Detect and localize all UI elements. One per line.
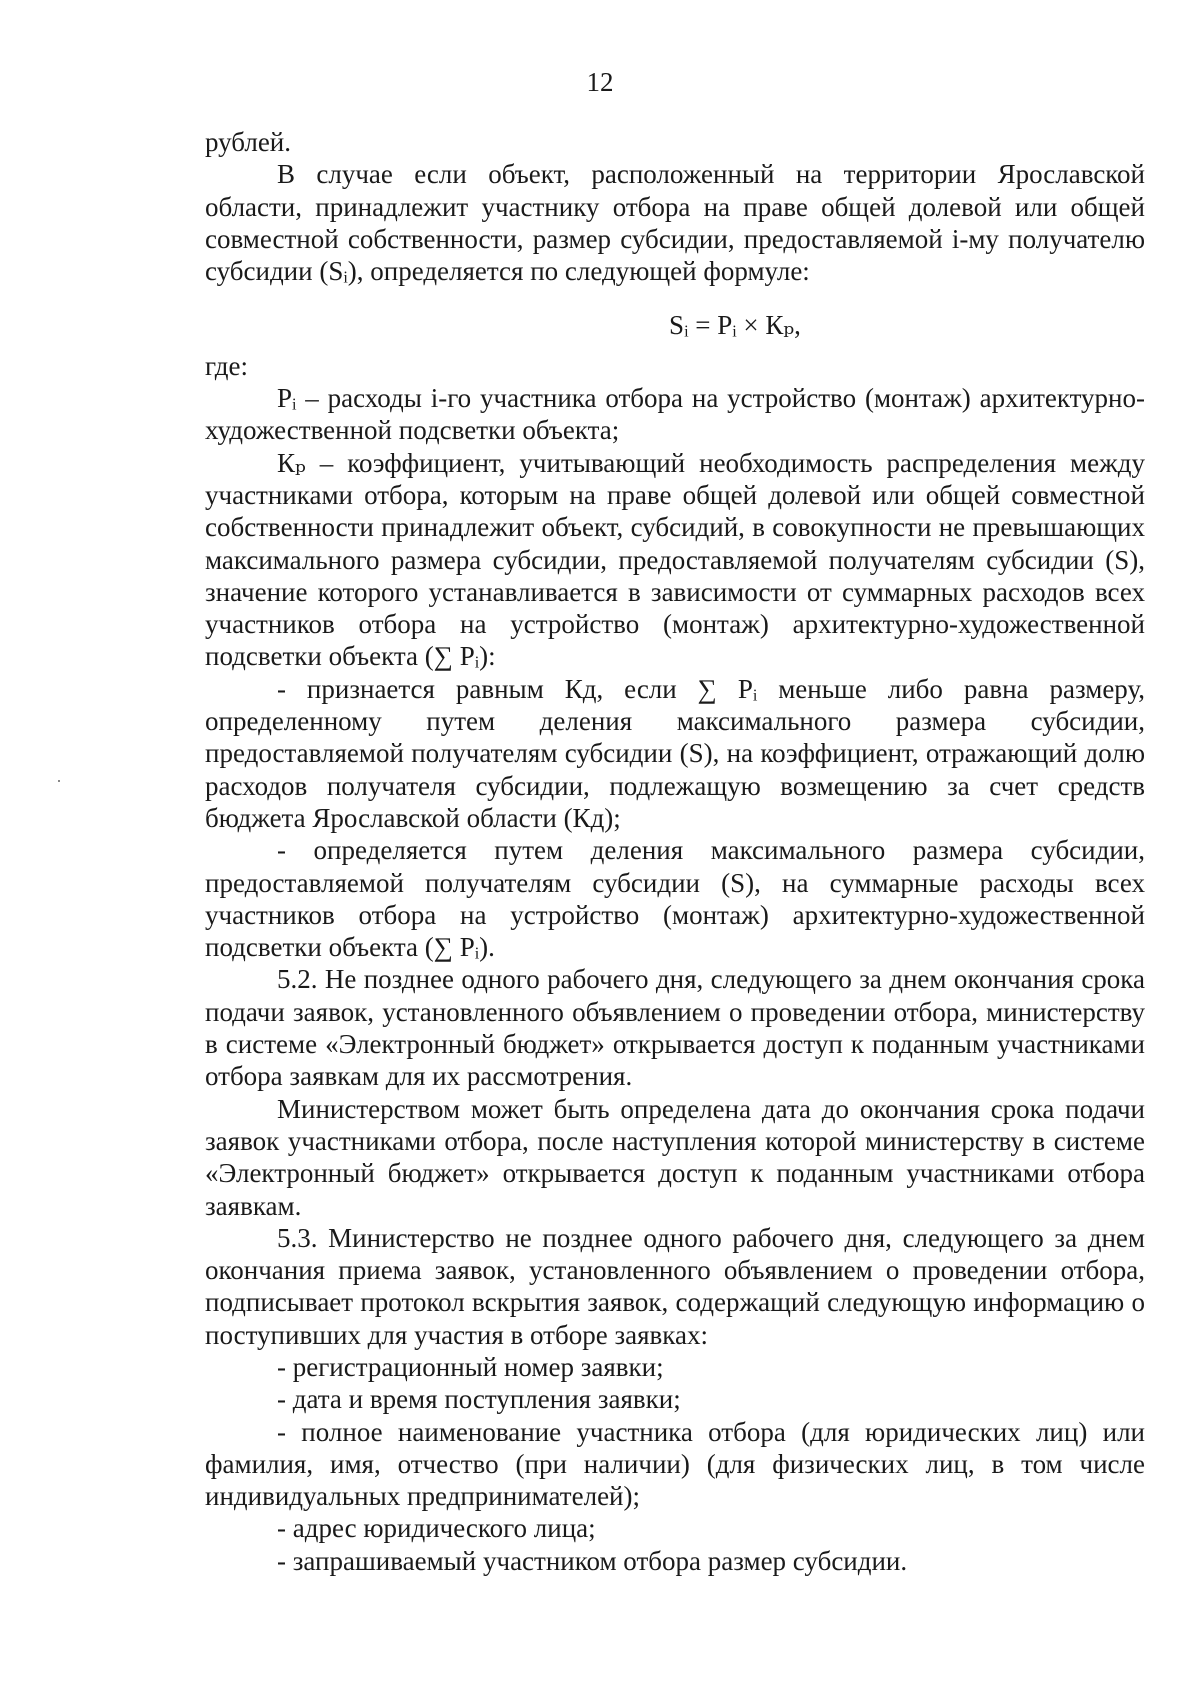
list-item-participant-name: - полное наименование участника отбора (для юридических лиц) или фамилия, имя, отчество (при наличии) (для физических лиц, в том числе индивидуальных предпринимателей); — [205, 1416, 1145, 1512]
list-item-date-time: - дата и время поступления заявки; — [277, 1384, 681, 1415]
page-number: 12 — [586, 67, 614, 97]
definition-pi: Pᵢ – расходы i-го участника отбора на устройство (монтаж) архитектурно-художественной подсветки объекта; — [205, 383, 1145, 446]
section-5-3: 5.3. Министерство не позднее одного рабочего дня, следующего за днем окончания приема заявок, установленного объявлением о проведении отбора, подписывает протокол вскрытия заявок, содержащий следующую информацию о поступивших для участия в отборе заявках: — [205, 1222, 1145, 1350]
paragraph-shared-ownership: В случае если объект, расположенный на территории Ярославской области, принадлежит участнику отбора на праве общей долевой или общей совместной собственности, размер субсидии, предоставляемой i-му получателю субсидии (Sᵢ), определяется по следующей формуле: — [205, 159, 1145, 287]
list-item-registration-number: - регистрационный номер заявки; — [277, 1351, 664, 1382]
scan-artifact — [58, 780, 60, 782]
subsidy-formula: Sᵢ = Pᵢ × Кₚ, — [669, 310, 801, 341]
paragraph-continuation: рублей. — [205, 127, 292, 157]
list-item-kd-equal: - признается равным Кд, если ∑ Pᵢ меньше либо равна размеру, определенному путем деления максимального размера субсидии, предоставляемой получателям субсидии (S), на коэффициент, отражающий долю расходов получателя субсидии, подлежащую возмещению за счет средств бюджета Ярославской области (Кд); — [205, 673, 1145, 833]
list-item-legal-address: - адрес юридического лица; — [277, 1513, 596, 1544]
section-5-2: 5.2. Не позднее одного рабочего дня, следующего за днем окончания срока подачи заявок, установленного объявлением о проведении отбора, министерству в системе «Электронный бюджет» открывается доступ к поданным участниками отбора заявкам для их рассмотрения. — [205, 964, 1145, 1092]
list-item-division: - определяется путем деления максимального размера субсидии, предоставляемой получателям субсидии (S), на суммарные расходы всех участников отбора на устройство (монтаж) архитектурно-художественной подсветки объекта (∑ Pᵢ). — [205, 835, 1145, 963]
paragraph-ministry-date: Министерством может быть определена дата до окончания срока подачи заявок участниками отбора, после наступления которой министерству в системе «Электронный бюджет» открывается доступ к поданным участниками отбора заявкам. — [205, 1093, 1145, 1221]
document-body — [205, 126, 1145, 1577]
list-item-requested-amount: - запрашиваемый участником отбора размер субсидии. — [277, 1545, 908, 1576]
definition-kp: Кₚ – коэффициент, учитывающий необходимость распределения между участниками отбора, которым на праве общей долевой или общей совместной собственности принадлежит объект, субсидий, в совокупности не превышающих максимального размера субсидии, предоставляемой получателям субсидии (S), значение которого устанавливается в зависимости от суммарных расходов всех участников отбора на устройство (монтаж) архитектурно-художественной подсветки объекта (∑ Pᵢ): — [205, 447, 1145, 672]
paragraph-where: где: — [205, 350, 248, 381]
